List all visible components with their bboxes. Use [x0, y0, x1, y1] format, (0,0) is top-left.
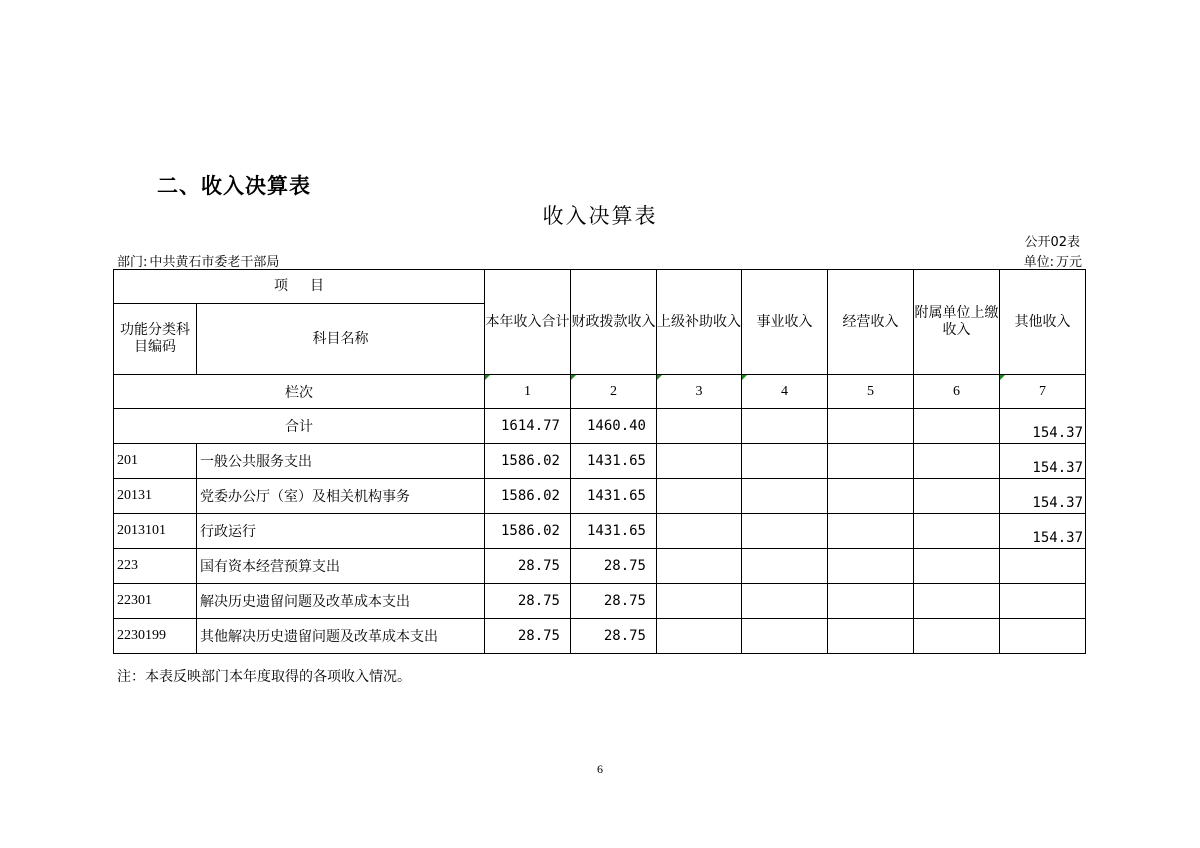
row-value — [742, 549, 828, 584]
row-value: 1431.65 — [571, 479, 657, 514]
row-name: 一般公共服务支出 — [197, 444, 485, 479]
column-number: 1 — [485, 375, 571, 409]
table-row — [114, 479, 1086, 514]
table-row — [114, 514, 1086, 549]
row-name: 行政运行 — [197, 514, 485, 549]
unit-label: 单位: — [1023, 255, 1054, 270]
row-value — [657, 549, 742, 584]
income-table — [113, 269, 1086, 654]
header-col-3: 上级补助收入 — [657, 270, 742, 375]
cell-marker-icon — [657, 375, 662, 380]
row-value — [828, 584, 914, 619]
row-value: 28.75 — [571, 549, 657, 584]
row-value — [914, 514, 1000, 549]
total-row — [114, 409, 1086, 444]
row-value — [657, 619, 742, 654]
row-value: 28.75 — [571, 584, 657, 619]
row-code: 20131 — [114, 479, 197, 514]
row-value — [828, 514, 914, 549]
row-value — [742, 619, 828, 654]
department-name: 中共黄石市委老干部局 — [149, 255, 280, 270]
unit-value: 万元 — [1055, 255, 1082, 270]
row-value — [742, 479, 828, 514]
total-value: 1460.40 — [571, 409, 657, 444]
row-value — [914, 479, 1000, 514]
page-number: 6 — [597, 762, 603, 776]
cell-marker-icon — [742, 375, 747, 380]
column-number-label: 栏次 — [114, 375, 485, 409]
column-number-row — [114, 375, 1086, 409]
row-value: 154.37 — [1000, 444, 1086, 479]
row-value — [914, 584, 1000, 619]
row-code: 2230199 — [114, 619, 197, 654]
column-number: 2 — [571, 375, 657, 409]
row-value — [828, 479, 914, 514]
row-value: 28.75 — [571, 619, 657, 654]
header-func-code: 功能分类科目编码 — [114, 304, 197, 375]
column-number: 3 — [657, 375, 742, 409]
row-value — [742, 444, 828, 479]
row-value: 1586.02 — [485, 514, 571, 549]
table-row — [114, 584, 1086, 619]
cell-marker-icon — [571, 375, 576, 380]
row-value — [914, 444, 1000, 479]
header-subject-name: 科目名称 — [197, 304, 485, 375]
row-value — [1000, 584, 1086, 619]
column-number: 7 — [1000, 375, 1086, 409]
row-value — [1000, 619, 1086, 654]
row-value: 1431.65 — [571, 444, 657, 479]
row-value — [742, 514, 828, 549]
row-code: 2013101 — [114, 514, 197, 549]
row-value — [742, 584, 828, 619]
row-value: 28.75 — [485, 619, 571, 654]
cell-marker-icon — [1000, 375, 1005, 380]
row-code: 201 — [114, 444, 197, 479]
row-value — [828, 549, 914, 584]
row-value: 28.75 — [485, 549, 571, 584]
row-name: 其他解决历史遗留问题及改革成本支出 — [197, 619, 485, 654]
table-row — [114, 444, 1086, 479]
header-col-7: 其他收入 — [1000, 270, 1086, 375]
column-number: 5 — [828, 375, 914, 409]
department-label: 部门: — [117, 255, 148, 270]
header-col-5: 经营收入 — [828, 270, 914, 375]
header-col-6: 附属单位上缴收入 — [914, 270, 1000, 375]
row-value: 1586.02 — [485, 444, 571, 479]
cell-marker-icon — [485, 375, 490, 380]
row-name: 党委办公厅（室）及相关机构事务 — [197, 479, 485, 514]
row-code: 22301 — [114, 584, 197, 619]
column-number: 4 — [742, 375, 828, 409]
table-note: 注：本表反映部门本年度取得的各项收入情况。 — [117, 669, 411, 685]
row-value: 1431.65 — [571, 514, 657, 549]
header-item: 项目 — [114, 270, 485, 304]
row-name: 解决历史遗留问题及改革成本支出 — [197, 584, 485, 619]
row-value — [657, 584, 742, 619]
row-value — [1000, 549, 1086, 584]
total-value — [657, 409, 742, 444]
section-heading: 二、收入决算表 — [157, 174, 311, 198]
table-code: 公开02表 — [1024, 235, 1080, 250]
table-row — [114, 549, 1086, 584]
total-value — [828, 409, 914, 444]
row-code: 223 — [114, 549, 197, 584]
table-title: 收入决算表 — [542, 204, 658, 228]
row-value — [828, 619, 914, 654]
row-name: 国有资本经营预算支出 — [197, 549, 485, 584]
row-value — [828, 444, 914, 479]
row-value — [657, 479, 742, 514]
row-value: 28.75 — [485, 584, 571, 619]
row-value — [657, 514, 742, 549]
row-value — [657, 444, 742, 479]
department-line — [117, 251, 279, 270]
header-col-4: 事业收入 — [742, 270, 828, 375]
row-value: 154.37 — [1000, 479, 1086, 514]
row-value — [914, 619, 1000, 654]
total-value — [914, 409, 1000, 444]
total-value: 154.37 — [1000, 409, 1086, 444]
unit-line — [1024, 251, 1082, 270]
total-value: 1614.77 — [485, 409, 571, 444]
column-number: 6 — [914, 375, 1000, 409]
row-value: 154.37 — [1000, 514, 1086, 549]
header-col-1: 本年收入合计 — [485, 270, 571, 375]
total-value — [742, 409, 828, 444]
total-label: 合计 — [114, 409, 485, 444]
row-value: 1586.02 — [485, 479, 571, 514]
header-col-2: 财政拨款收入 — [571, 270, 657, 375]
table-row — [114, 619, 1086, 654]
row-value — [914, 549, 1000, 584]
